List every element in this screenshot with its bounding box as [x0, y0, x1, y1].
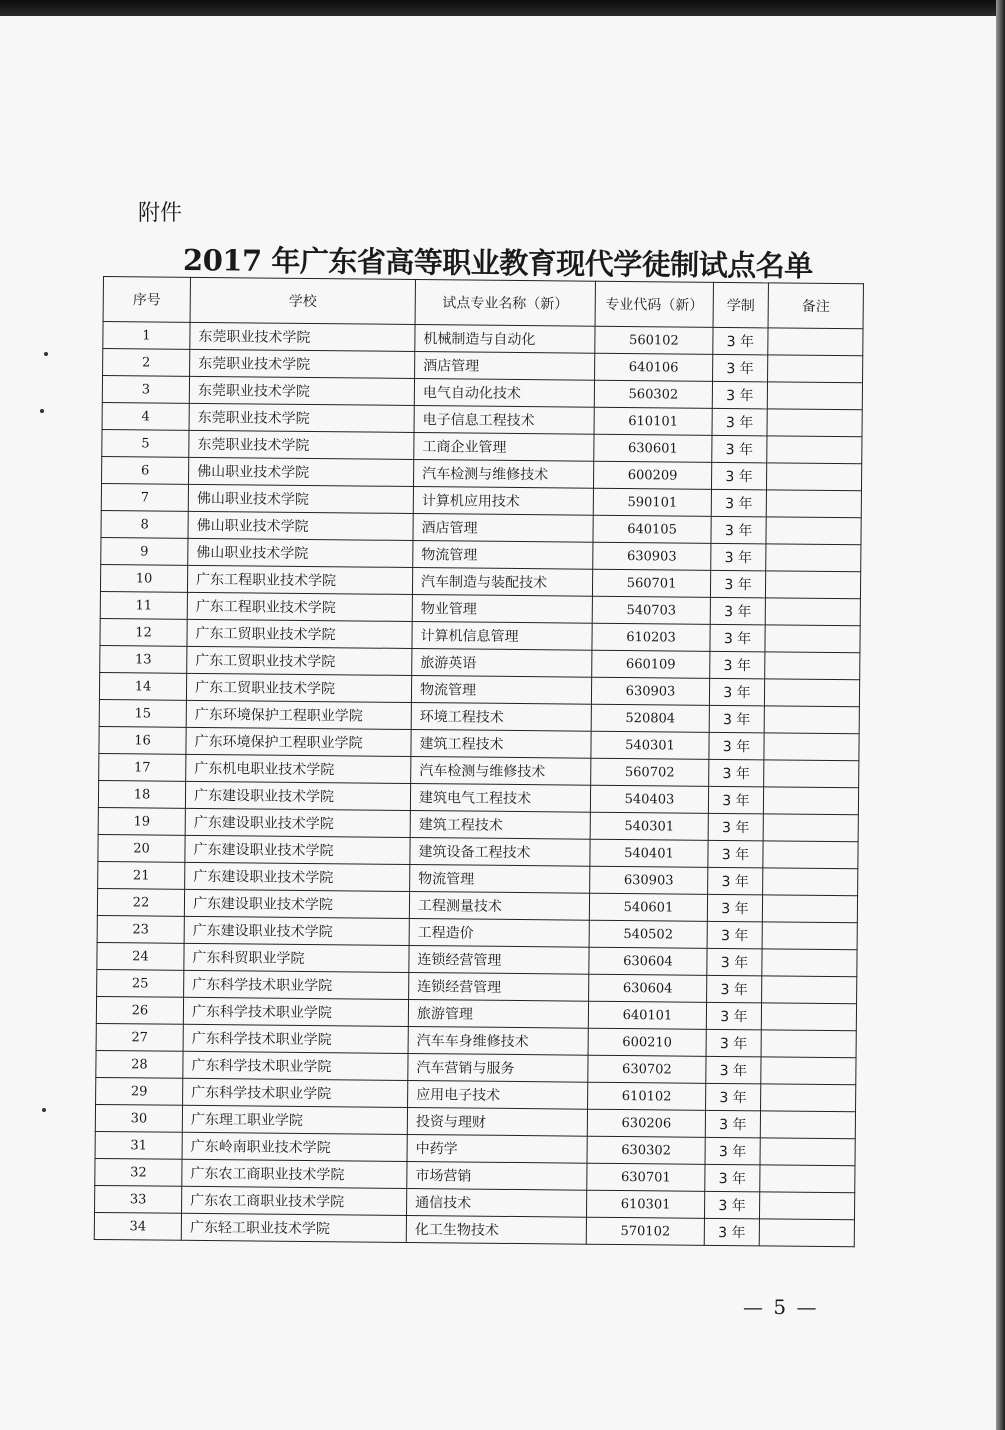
attachment-label: 附件 — [138, 201, 183, 226]
cell-duration: 3 年 — [710, 570, 765, 598]
cell-duration: 3 年 — [711, 462, 766, 490]
cell-note — [761, 1084, 856, 1112]
cell-note — [762, 895, 857, 923]
cell-duration: 3 年 — [704, 1191, 759, 1219]
cell-index: 28 — [96, 1050, 183, 1078]
cell-duration: 3 年 — [712, 408, 767, 436]
cell-code: 520804 — [591, 704, 709, 732]
cell-note — [764, 706, 859, 734]
cell-major: 计算机信息管理 — [412, 621, 592, 650]
cell-note — [767, 436, 862, 464]
cell-major: 机械制造与自动化 — [415, 324, 595, 353]
cell-code: 590101 — [593, 488, 711, 516]
cell-school: 广东岭南职业技术学院 — [182, 1132, 407, 1161]
cell-code: 630601 — [594, 434, 712, 462]
cell-note — [759, 1219, 854, 1247]
cell-code: 630702 — [588, 1055, 706, 1083]
cell-index: 17 — [99, 753, 186, 781]
cell-index: 32 — [95, 1158, 182, 1186]
cell-school: 广东工程职业技术学院 — [187, 592, 412, 621]
cell-duration: 3 年 — [707, 921, 762, 949]
cell-note — [762, 976, 857, 1004]
cell-duration: 3 年 — [706, 1083, 761, 1111]
cell-duration: 3 年 — [710, 597, 765, 625]
cell-duration: 3 年 — [705, 1110, 760, 1138]
cell-school: 广东环境保护工程职业学院 — [186, 727, 411, 756]
cell-note — [766, 544, 861, 572]
cell-index: 22 — [97, 888, 184, 916]
cell-note — [768, 355, 863, 383]
cell-note — [764, 760, 859, 788]
cell-major: 物流管理 — [413, 540, 593, 569]
cell-duration: 3 年 — [710, 651, 765, 679]
cell-note — [761, 1057, 856, 1085]
cell-index: 6 — [102, 456, 189, 484]
cell-school: 广东科贸职业学院 — [184, 943, 409, 972]
cell-note — [760, 1165, 855, 1193]
cell-code: 540703 — [592, 596, 710, 624]
cell-major: 建筑设备工程技术 — [410, 837, 590, 866]
cell-code: 610102 — [588, 1082, 706, 1110]
cell-school: 佛山职业技术学院 — [189, 457, 414, 486]
cell-school: 广东科学技术职业学院 — [184, 970, 409, 999]
cell-code: 610301 — [586, 1190, 704, 1218]
cell-duration: 3 年 — [708, 840, 763, 868]
cell-code: 540401 — [590, 839, 708, 867]
cell-school: 广东建设职业技术学院 — [184, 889, 409, 918]
scan-right-edge — [996, 0, 1005, 1430]
column-header-school: 学校 — [190, 277, 415, 324]
cell-code: 630701 — [587, 1163, 705, 1191]
table-header-row — [103, 277, 863, 329]
cell-school: 广东农工商职业技术学院 — [182, 1186, 407, 1215]
cell-note — [763, 868, 858, 896]
cell-index: 13 — [100, 645, 187, 673]
table-body — [94, 322, 863, 1247]
cell-major: 汽车检测与维修技术 — [411, 756, 591, 785]
cell-major: 环境工程技术 — [411, 702, 591, 731]
document-title: 2017 年广东省高等职业教育现代学徒制试点名单 — [182, 243, 813, 284]
cell-major: 汽车营销与服务 — [408, 1053, 588, 1082]
cell-school: 广东科学技术职业学院 — [183, 1051, 408, 1080]
cell-major: 建筑电气工程技术 — [410, 783, 590, 812]
cell-note — [764, 733, 859, 761]
cell-code: 630903 — [590, 866, 708, 894]
cell-duration: 3 年 — [709, 705, 764, 733]
column-header-index: 序号 — [103, 277, 190, 323]
cell-major: 建筑工程技术 — [411, 729, 591, 758]
cell-school: 广东环境保护工程职业学院 — [186, 700, 411, 729]
pilot-list-table — [94, 276, 864, 1247]
cell-school: 佛山职业技术学院 — [188, 484, 413, 513]
cell-index: 21 — [98, 861, 185, 889]
scan-top-edge — [0, 0, 1005, 16]
cell-code: 630604 — [589, 947, 707, 975]
cell-major: 连锁经营管理 — [409, 972, 589, 1001]
cell-duration: 3 年 — [706, 1002, 761, 1030]
cell-duration: 3 年 — [708, 867, 763, 895]
cell-index: 24 — [97, 942, 184, 970]
cell-code: 560302 — [594, 380, 712, 408]
cell-code: 630903 — [591, 677, 709, 705]
cell-code: 540502 — [589, 920, 707, 948]
cell-code: 560702 — [591, 758, 709, 786]
cell-index: 20 — [98, 834, 185, 862]
cell-major: 工程造价 — [409, 918, 589, 947]
cell-major: 化工生物技术 — [406, 1215, 586, 1244]
column-header-code: 专业代码（新） — [595, 281, 713, 327]
cell-note — [760, 1138, 855, 1166]
column-header-duration: 学制 — [713, 282, 768, 328]
cell-code: 630302 — [587, 1136, 705, 1164]
cell-note — [765, 652, 860, 680]
cell-index: 10 — [100, 564, 187, 592]
cell-major: 酒店管理 — [413, 513, 593, 542]
cell-major: 投资与理财 — [407, 1107, 587, 1136]
cell-note — [765, 598, 860, 626]
cell-major: 工程测量技术 — [409, 891, 589, 920]
cell-code: 560102 — [595, 326, 713, 354]
cell-duration: 3 年 — [707, 975, 762, 1003]
pilot-list-table-container — [94, 276, 863, 1247]
cell-major: 工商企业管理 — [414, 432, 594, 461]
cell-code: 630604 — [589, 974, 707, 1002]
cell-code: 570102 — [586, 1217, 704, 1245]
cell-code: 600209 — [593, 461, 711, 489]
cell-school: 广东工程职业技术学院 — [187, 565, 412, 594]
cell-index: 33 — [95, 1185, 182, 1213]
cell-index: 25 — [97, 969, 184, 997]
cell-major: 酒店管理 — [415, 351, 595, 380]
cell-duration: 3 年 — [709, 732, 764, 760]
cell-duration: 3 年 — [711, 543, 766, 571]
cell-index: 14 — [99, 672, 186, 700]
cell-code: 630903 — [593, 542, 711, 570]
cell-note — [762, 922, 857, 950]
cell-major: 计算机应用技术 — [413, 486, 593, 515]
cell-school: 东莞职业技术学院 — [190, 322, 415, 351]
cell-school: 佛山职业技术学院 — [188, 511, 413, 540]
cell-duration: 3 年 — [706, 1056, 761, 1084]
cell-duration: 3 年 — [711, 489, 766, 517]
cell-note — [761, 1030, 856, 1058]
cell-code: 540301 — [590, 812, 708, 840]
cell-school: 广东建设职业技术学院 — [185, 835, 410, 864]
cell-index: 16 — [99, 726, 186, 754]
cell-index: 9 — [101, 537, 188, 565]
cell-duration: 3 年 — [705, 1164, 760, 1192]
cell-note — [766, 463, 861, 491]
cell-note — [767, 409, 862, 437]
cell-code: 610203 — [592, 623, 710, 651]
cell-school: 广东科学技术职业学院 — [183, 1078, 408, 1107]
column-header-note: 备注 — [768, 283, 863, 329]
cell-index: 18 — [98, 780, 185, 808]
cell-note — [764, 679, 859, 707]
cell-duration: 3 年 — [713, 354, 768, 382]
scan-speck — [42, 1108, 46, 1112]
cell-index: 3 — [102, 376, 189, 404]
cell-major: 中药学 — [407, 1134, 587, 1163]
cell-duration: 3 年 — [711, 516, 766, 544]
cell-major: 电子信息工程技术 — [414, 405, 594, 434]
cell-school: 广东建设职业技术学院 — [185, 862, 410, 891]
cell-school: 广东理工职业学院 — [182, 1105, 407, 1134]
cell-major: 连锁经营管理 — [409, 945, 589, 974]
cell-school: 广东建设职业技术学院 — [185, 781, 410, 810]
cell-school: 佛山职业技术学院 — [188, 538, 413, 567]
cell-major: 汽车检测与维修技术 — [413, 459, 593, 488]
page-number: — 5 — — [743, 1295, 819, 1319]
cell-index: 1 — [103, 322, 190, 350]
cell-major: 物流管理 — [410, 864, 590, 893]
cell-note — [761, 1003, 856, 1031]
cell-index: 26 — [96, 996, 183, 1024]
cell-index: 31 — [95, 1131, 182, 1159]
cell-duration: 3 年 — [707, 894, 762, 922]
cell-code: 610101 — [594, 407, 712, 435]
cell-note — [763, 787, 858, 815]
cell-school: 东莞职业技术学院 — [189, 430, 414, 459]
cell-note — [766, 490, 861, 518]
cell-index: 34 — [94, 1212, 181, 1240]
cell-index: 15 — [99, 699, 186, 727]
cell-major: 汽车车身维修技术 — [408, 1026, 588, 1055]
cell-school: 广东工贸职业技术学院 — [186, 673, 411, 702]
cell-index: 12 — [100, 618, 187, 646]
cell-note — [763, 814, 858, 842]
cell-index: 27 — [96, 1023, 183, 1051]
cell-index: 29 — [96, 1077, 183, 1105]
cell-major: 物流管理 — [411, 675, 591, 704]
cell-duration: 3 年 — [706, 1029, 761, 1057]
cell-index: 8 — [101, 510, 188, 538]
cell-code: 560701 — [592, 569, 710, 597]
cell-school: 广东科学技术职业学院 — [183, 997, 408, 1026]
cell-code: 540403 — [590, 785, 708, 813]
cell-code: 640105 — [593, 515, 711, 543]
cell-note — [766, 517, 861, 545]
cell-duration: 3 年 — [705, 1137, 760, 1165]
cell-code: 640101 — [588, 1001, 706, 1029]
cell-index: 11 — [100, 591, 187, 619]
cell-school: 东莞职业技术学院 — [189, 376, 414, 405]
cell-school: 广东工贸职业技术学院 — [187, 646, 412, 675]
cell-school: 广东机电职业技术学院 — [186, 754, 411, 783]
cell-code: 540601 — [589, 893, 707, 921]
cell-code: 600210 — [588, 1028, 706, 1056]
cell-school: 广东科学技术职业学院 — [183, 1024, 408, 1053]
cell-code: 660109 — [592, 650, 710, 678]
cell-duration: 3 年 — [712, 435, 767, 463]
cell-major: 市场营销 — [407, 1161, 587, 1190]
cell-index: 30 — [95, 1104, 182, 1132]
cell-duration: 3 年 — [704, 1218, 759, 1246]
cell-major: 物业管理 — [412, 594, 592, 623]
cell-duration: 3 年 — [708, 786, 763, 814]
cell-index: 7 — [101, 483, 188, 511]
cell-note — [765, 625, 860, 653]
cell-index: 5 — [102, 429, 189, 457]
cell-major: 旅游管理 — [408, 999, 588, 1028]
cell-duration: 3 年 — [709, 678, 764, 706]
cell-note — [767, 382, 862, 410]
cell-note — [768, 328, 863, 356]
cell-note — [762, 949, 857, 977]
scan-speck — [44, 352, 48, 356]
cell-school: 东莞职业技术学院 — [190, 349, 415, 378]
cell-note — [759, 1192, 854, 1220]
cell-major: 通信技术 — [406, 1188, 586, 1217]
cell-duration: 3 年 — [710, 624, 765, 652]
cell-index: 19 — [98, 807, 185, 835]
cell-school: 东莞职业技术学院 — [189, 403, 414, 432]
cell-duration: 3 年 — [709, 759, 764, 787]
cell-index: 2 — [103, 349, 190, 377]
cell-school: 广东轻工职业技术学院 — [181, 1213, 406, 1242]
column-header-major: 试点专业名称（新） — [415, 279, 595, 326]
scan-speck — [40, 409, 44, 413]
cell-major: 应用电子技术 — [408, 1080, 588, 1109]
cell-note — [760, 1111, 855, 1139]
cell-duration: 3 年 — [707, 948, 762, 976]
cell-index: 23 — [97, 915, 184, 943]
cell-code: 640106 — [595, 353, 713, 381]
cell-school: 广东工贸职业技术学院 — [187, 619, 412, 648]
cell-code: 630206 — [587, 1109, 705, 1137]
cell-school: 广东农工商职业技术学院 — [182, 1159, 407, 1188]
cell-code: 540301 — [591, 731, 709, 759]
cell-duration: 3 年 — [712, 381, 767, 409]
cell-major: 电气自动化技术 — [414, 378, 594, 407]
cell-major: 建筑工程技术 — [410, 810, 590, 839]
cell-duration: 3 年 — [708, 813, 763, 841]
cell-index: 4 — [102, 402, 189, 430]
cell-note — [765, 571, 860, 599]
cell-note — [763, 841, 858, 869]
cell-school: 广东建设职业技术学院 — [185, 808, 410, 837]
cell-duration: 3 年 — [713, 327, 768, 355]
cell-major: 汽车制造与装配技术 — [412, 567, 592, 596]
cell-school: 广东建设职业技术学院 — [184, 916, 409, 945]
cell-major: 旅游英语 — [412, 648, 592, 677]
